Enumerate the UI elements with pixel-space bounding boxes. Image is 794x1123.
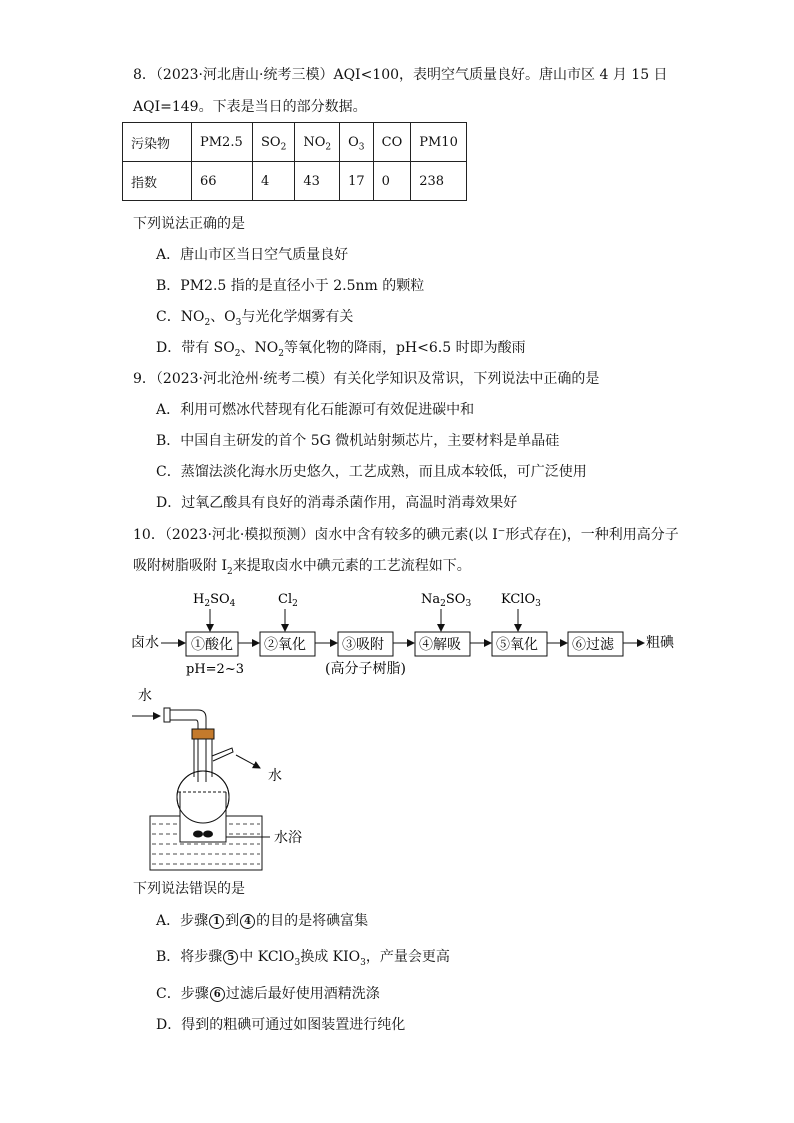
sublimation-apparatus — [120, 682, 450, 872]
reagent-kclo3: KClO$_3$ — [501, 592, 541, 609]
flow-step-2: ②氧化 — [264, 637, 306, 653]
q9-option-b: B．中国自主研发的首个 5G 微机站射频芯片，主要材料是单晶硅 — [156, 433, 560, 449]
flow-end-label: 粗碘 — [646, 635, 674, 651]
q8-source: （2023·河北唐山·统考三模） — [155, 67, 334, 83]
process-flow-diagram — [0, 585, 794, 685]
q8-line-2: AQI=149。下表是当日的部分数据。 — [133, 99, 367, 115]
q10-line-1: 10．（2023·河北·模拟预测）卤水中含有较多的碘元素(以 I−形式存在)，一种利用高分子 — [133, 526, 679, 543]
q8-number: 8． — [133, 67, 156, 83]
table-cell: 66 — [192, 162, 253, 201]
flow-step-4: ④解吸 — [419, 637, 461, 653]
table-header-cell: 污染物 — [123, 123, 192, 162]
q8-option-b: B．PM2.5 指的是直径小于 2.5nm 的颗粒 — [156, 278, 425, 294]
water-in-label: 水 — [138, 688, 152, 704]
flow-resin-label: (高分子树脂) — [325, 661, 406, 677]
table-cell: 238 — [411, 162, 467, 201]
q10-option-b: B．将步骤 5 中 KClO$_3$换成 $KIO_3$，产量会更高 — [156, 949, 450, 968]
q9-option-d: D．过氧乙酸具有良好的消毒杀菌作用，高温时消毒效果好 — [156, 495, 518, 511]
water-bath-label: 水浴 — [274, 830, 302, 846]
table-cell: 43 — [295, 162, 340, 201]
q9-option-c: C．蒸馏法淡化海水历史悠久，工艺成熟，而且成本较低，可广泛使用 — [156, 464, 587, 480]
outlet-tube — [212, 748, 233, 761]
q9-title: 9．（2023·河北沧州·统考二模）有关化学知识及常识，下列说法中正确的是 — [133, 371, 600, 387]
reagent-h2so4: $H_2SO_4$ — [193, 592, 236, 609]
table-header-cell: PM2.5 — [192, 123, 253, 162]
table-cell: 17 — [340, 162, 374, 201]
table-cell: 0 — [373, 162, 411, 201]
flow-ph-label: pH=2~3 — [186, 662, 244, 677]
pollutant-table — [122, 122, 467, 201]
q8-option-c: C．$NO_2$、$O_3$与光化学烟雾有关 — [156, 309, 354, 328]
circled-number: 1 — [209, 914, 224, 929]
q10-line-2: 吸附树脂吸附 $I_2$来提取卤水中碘元素的工艺流程如下。 — [133, 558, 471, 577]
water-out-arrow — [236, 755, 260, 768]
table-header-cell: CO — [373, 123, 411, 162]
crude-iodine — [193, 831, 203, 838]
q8-text-1: AQI<100，表明空气质量良好。唐山市区 4 月 15 日 — [333, 67, 668, 83]
q10-option-c: C．步骤 6 过滤后最好使用酒精洗涤 — [156, 986, 380, 1002]
flow-step-1: ①酸化 — [191, 637, 233, 653]
flow-step-6: ⑥过滤 — [572, 637, 614, 653]
q8-option-d: D．带有 $SO_2$、$NO_2$等氧化物的降雨，pH<6.5 时即为酸雨 — [156, 340, 526, 359]
q10-option-a: A．步骤 1 到 4 的目的是将碘富集 — [156, 913, 369, 929]
table-header-cell: $SO_2$ — [253, 123, 295, 162]
reagent-cl2: $Cl_2$ — [278, 592, 298, 609]
reagent-na2so3: $Na_2SO_3$ — [421, 592, 472, 609]
q8-option-a: A．唐山市区当日空气质量良好 — [156, 247, 349, 263]
flow-step-5: ⑤氧化 — [496, 637, 538, 653]
table-header-cell: $NO_2$ — [295, 123, 340, 162]
flow-step-3: ③吸附 — [342, 637, 384, 653]
table-header-cell: PM10 — [411, 123, 467, 162]
table-row — [123, 123, 467, 162]
q8-stem: 下列说法正确的是 — [133, 216, 245, 232]
table-header-cell: $O_3$ — [340, 123, 374, 162]
circled-number: 5 — [223, 950, 238, 965]
flow-start-label: 卤水 — [131, 635, 159, 651]
table-cell: 指数 — [123, 162, 192, 201]
circled-number: 4 — [240, 914, 255, 929]
table-row — [123, 162, 467, 201]
water-out-label: 水 — [268, 768, 282, 784]
q8-line-1 — [133, 65, 668, 85]
circled-number: 6 — [210, 987, 225, 1002]
table-cell: 4 — [253, 162, 295, 201]
stopper — [192, 729, 214, 739]
q10-option-d: D．得到的粗碘可通过如图装置进行纯化 — [156, 1017, 406, 1033]
q10-stem: 下列说法错误的是 — [133, 881, 245, 897]
q9-option-a: A．利用可燃冰代替现有化石能源可有效促进碳中和 — [156, 402, 475, 418]
